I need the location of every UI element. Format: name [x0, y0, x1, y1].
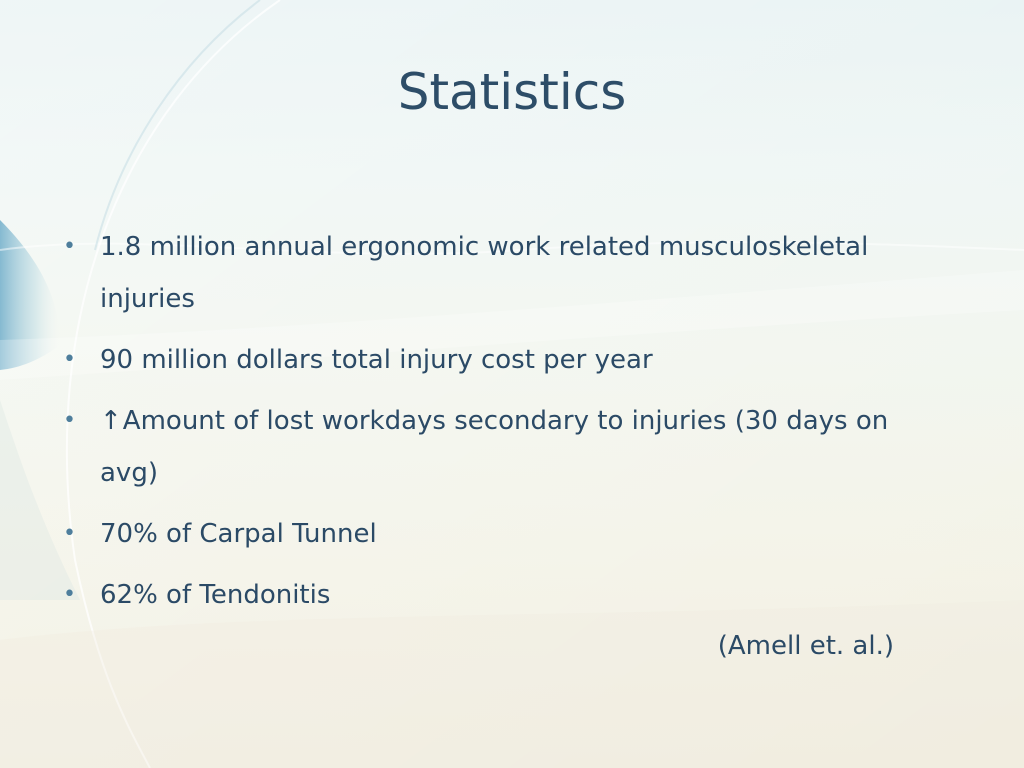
bullet-text: 90 million dollars total injury cost per year [100, 345, 653, 375]
bullet-text: 62% of Tendonitis [100, 580, 331, 610]
bullet-item [0, 395, 910, 499]
slide-title: Statistics [397, 63, 627, 121]
up-arrow-icon: ↑ [100, 406, 122, 436]
bullet-item [0, 569, 910, 621]
bullet-dot-icon: • [63, 582, 76, 607]
bullet-text: Amount of lost workdays secondary to injuries (30 days on avg) [100, 406, 889, 488]
bullet-dot-icon: • [63, 408, 76, 433]
bullet-dot-icon: • [63, 347, 76, 372]
bullet-list [0, 221, 1024, 630]
bullet-item [0, 221, 910, 325]
bullet-item [0, 334, 910, 386]
bullet-text: 1.8 million annual ergonomic work related musculoskeletal injuries [100, 232, 869, 314]
bullet-dot-icon: • [63, 521, 76, 546]
bullet-item [0, 508, 910, 560]
bullet-dot-icon: • [63, 234, 76, 259]
citation: (Amell et. al.) [717, 631, 894, 661]
bullet-text: 70% of Carpal Tunnel [100, 519, 377, 549]
